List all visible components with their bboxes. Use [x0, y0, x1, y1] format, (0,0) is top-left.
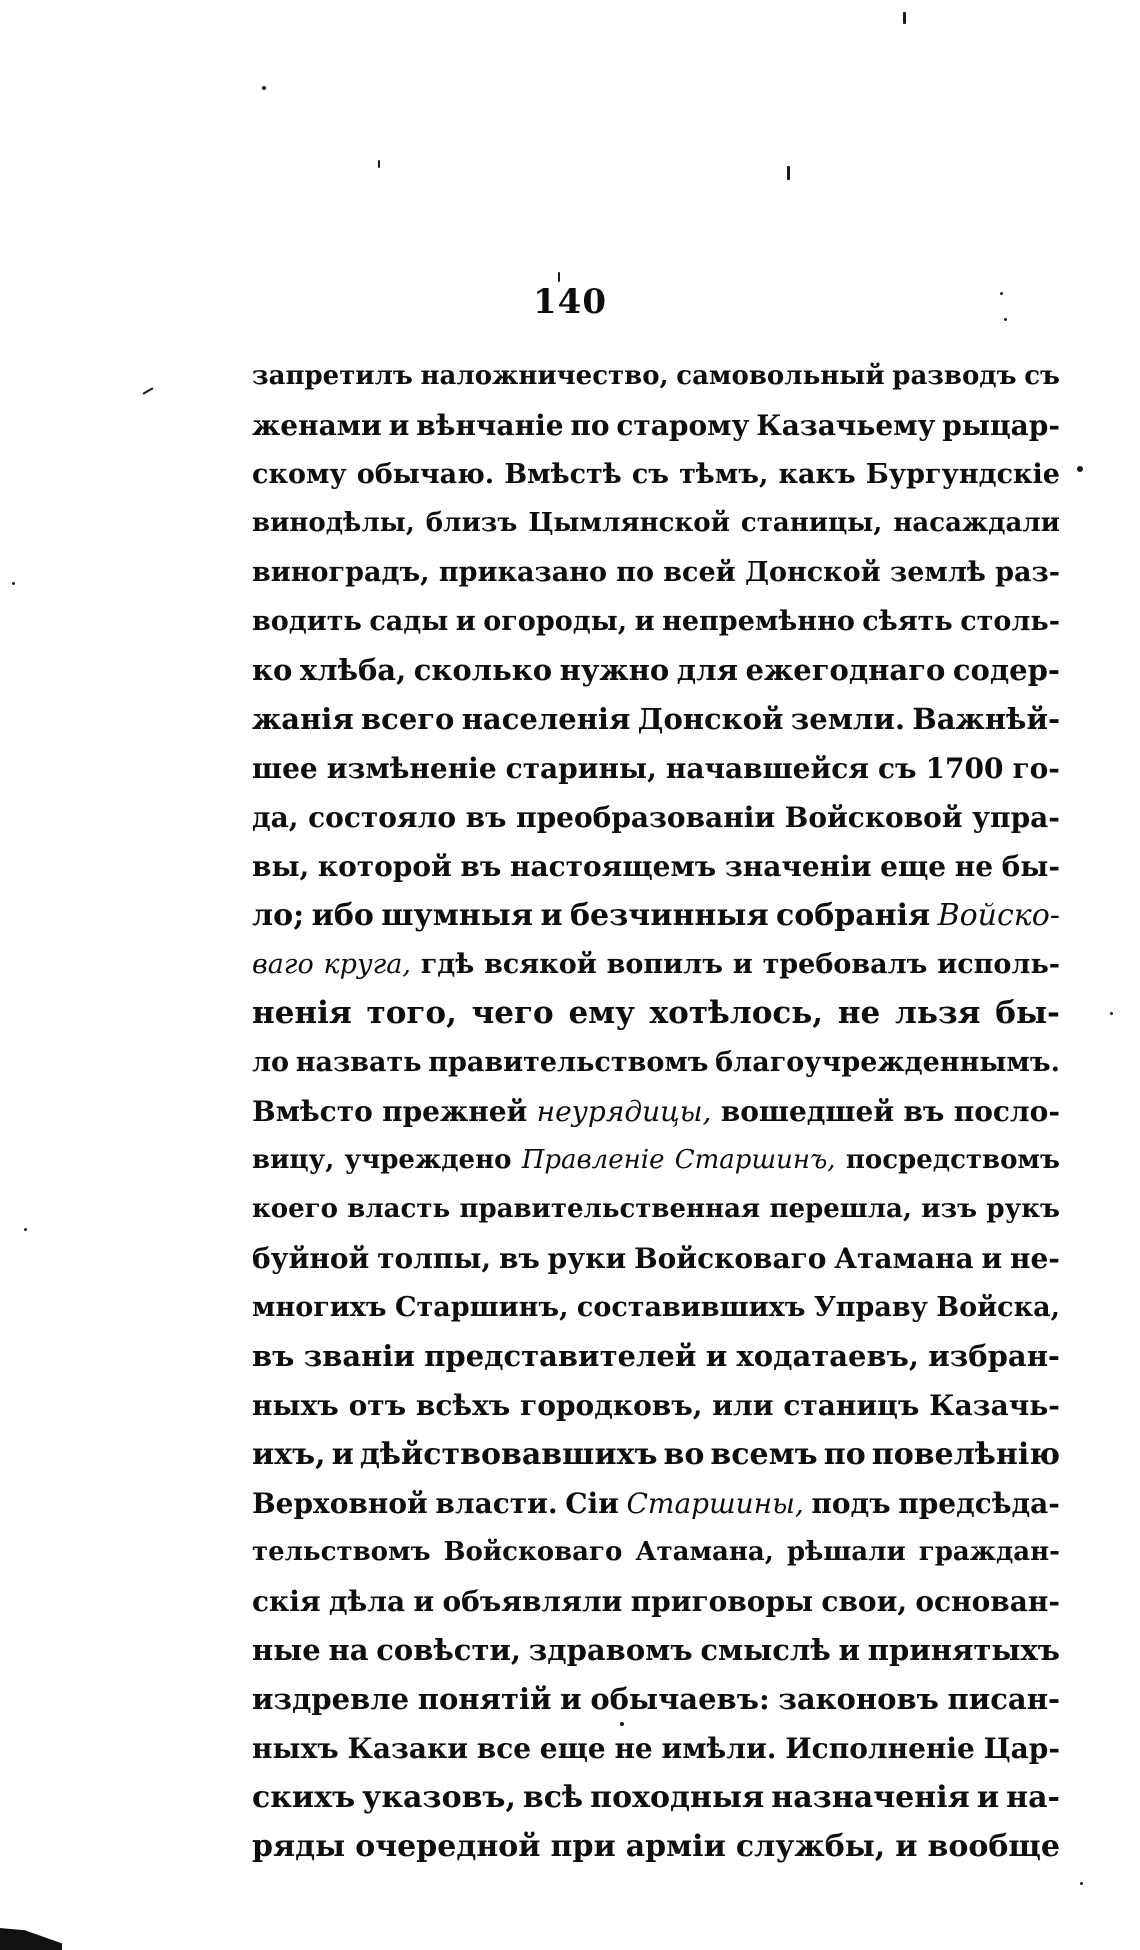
text-word: посло-	[953, 1095, 1060, 1128]
scan-speck	[903, 12, 906, 24]
text-word: назвать	[295, 1047, 422, 1078]
text-word: виноградъ,	[252, 557, 430, 588]
text-word: Донской	[637, 702, 784, 736]
text-word: Вмѣсто	[252, 1095, 373, 1128]
text-word: Войсковой	[784, 801, 963, 834]
text-line	[252, 1234, 1060, 1283]
text-word: которой	[317, 850, 452, 883]
text-word: вѣнчаніе	[416, 409, 564, 442]
scan-speck	[262, 86, 266, 90]
text-word: и	[560, 1682, 582, 1716]
text-word: Атамана	[834, 1242, 974, 1275]
text-line	[252, 1773, 1060, 1822]
text-word: обычаевъ:	[590, 1682, 770, 1716]
text-word: рыцар-	[942, 409, 1060, 442]
text-word: неурядицы,	[536, 1095, 712, 1128]
text-word: толпы,	[377, 1242, 492, 1275]
text-word: всего	[361, 702, 455, 736]
text-word: еще	[880, 850, 947, 883]
text-word: приказано	[438, 557, 608, 588]
text-word: раз-	[995, 557, 1060, 588]
text-line	[252, 1381, 1060, 1430]
text-word: вы,	[252, 850, 310, 883]
text-word: значеніи	[724, 850, 872, 883]
text-word: самовольный	[676, 361, 885, 391]
text-word: указовъ,	[362, 1780, 516, 1815]
text-word: не	[837, 995, 881, 1031]
text-word: обычаю.	[356, 459, 495, 490]
text-line	[252, 940, 1060, 989]
text-word: станицъ	[783, 1389, 920, 1422]
text-word: Атамана,	[635, 1537, 774, 1567]
text-word: арміи	[625, 1829, 726, 1864]
text-word: посредствомъ	[845, 1145, 1060, 1175]
text-word: станицы,	[740, 508, 883, 538]
text-word: скихъ	[252, 1780, 356, 1815]
text-word: граждан-	[918, 1537, 1060, 1567]
text-word: издревле	[252, 1682, 410, 1716]
text-word: всей	[663, 557, 736, 588]
scan-speck	[1077, 466, 1083, 472]
page-number: 140	[533, 282, 607, 322]
text-word: ему	[568, 995, 635, 1031]
text-word: и	[413, 1585, 435, 1618]
text-word: основан-	[915, 1585, 1060, 1618]
text-word: законовъ	[778, 1682, 939, 1716]
text-line	[252, 1038, 1060, 1087]
text-word: и	[540, 898, 563, 933]
text-word: Казачь-	[929, 1389, 1060, 1422]
text-word: круга,	[323, 949, 411, 980]
text-word: Старшинъ,	[674, 1145, 836, 1175]
text-word: Старшины,	[626, 1487, 804, 1520]
text-line	[252, 548, 1060, 597]
text-word: многихъ	[252, 1292, 387, 1323]
text-word: вообще	[927, 1829, 1060, 1864]
text-word: перешла,	[769, 1194, 912, 1224]
text-word: на	[328, 1633, 369, 1667]
text-word: настоящемъ	[509, 850, 717, 883]
text-word: на-	[1006, 1780, 1060, 1815]
text-word: сколько	[413, 653, 553, 687]
text-word: изъ	[921, 1194, 978, 1224]
text-word: женами	[252, 409, 382, 442]
text-word: нужно	[559, 653, 670, 687]
text-word: Старшинъ,	[395, 1292, 569, 1323]
text-word: писан-	[947, 1682, 1060, 1716]
text-word: какъ	[778, 459, 856, 490]
text-word: Вмѣстѣ	[504, 459, 622, 490]
text-word: предсѣда-	[898, 1487, 1060, 1520]
text-word: ныхъ	[252, 1389, 339, 1422]
text-line	[252, 597, 1060, 646]
text-word: огороды,	[483, 606, 628, 637]
text-word: по	[616, 557, 655, 588]
text-word: въ	[460, 850, 502, 883]
text-word: и	[634, 606, 655, 637]
text-line	[252, 989, 1060, 1038]
text-word: вошедшей	[720, 1095, 895, 1128]
text-word: Войска,	[936, 1292, 1060, 1323]
text-word: наложничество,	[420, 361, 669, 391]
text-word: съ	[877, 752, 917, 785]
text-word: коего	[252, 1194, 338, 1224]
text-word: близъ	[425, 508, 518, 538]
text-word: власть	[347, 1194, 451, 1224]
text-word: земли.	[790, 702, 905, 736]
text-word: въ	[465, 801, 507, 834]
text-word: и	[331, 1437, 354, 1472]
text-word: и	[388, 409, 410, 442]
text-word: совѣсти,	[376, 1633, 522, 1667]
text-line	[252, 1332, 1060, 1381]
text-word: приговоры	[630, 1585, 814, 1618]
text-word: начавшейся	[665, 752, 869, 785]
text-word: тельствомъ	[252, 1537, 431, 1567]
text-word: всемъ	[710, 1437, 818, 1472]
text-word: Войсковаго	[443, 1537, 623, 1567]
text-word: Управу	[813, 1292, 928, 1323]
text-word: правительствомъ	[428, 1047, 709, 1078]
text-word: все	[476, 1732, 532, 1765]
text-word: не	[954, 850, 994, 883]
text-word: вопилъ	[606, 949, 723, 980]
text-word: и	[976, 1780, 1000, 1815]
text-word: Цымлянской	[528, 508, 730, 538]
text-word: ходатаевъ,	[736, 1339, 919, 1373]
text-word: вицу,	[252, 1145, 335, 1175]
text-line	[252, 1626, 1060, 1675]
text-word: скому	[252, 459, 347, 490]
text-word: насаждали	[893, 508, 1060, 538]
text-line	[252, 646, 1060, 695]
text-word: ибо	[311, 898, 374, 933]
text-word: хотѣлось,	[649, 995, 824, 1031]
text-line	[252, 1528, 1060, 1577]
text-word: Верховной	[252, 1487, 428, 1520]
text-word: льзя	[894, 995, 981, 1031]
text-word: столь-	[960, 606, 1060, 637]
text-line	[252, 1430, 1060, 1479]
scan-speck	[1110, 1012, 1113, 1015]
text-word: съ	[631, 459, 669, 490]
scan-speck	[1004, 318, 1007, 321]
text-word: ряды	[252, 1829, 346, 1864]
text-word: здравомъ	[528, 1633, 693, 1667]
text-word: бы-	[995, 995, 1060, 1031]
text-word: непремѣнно	[662, 606, 855, 637]
text-line	[252, 1724, 1060, 1773]
text-word: разводъ	[892, 361, 1017, 391]
text-word: винодѣлы,	[252, 508, 415, 538]
text-word: службы,	[735, 1829, 886, 1864]
text-word: чего	[471, 995, 554, 1031]
text-word: въ	[903, 1095, 945, 1128]
text-word: да,	[252, 801, 299, 834]
scan-edge-mark	[0, 1928, 62, 1950]
text-word: старины,	[505, 752, 657, 785]
text-word: въ	[498, 1242, 540, 1275]
scan-speck	[12, 582, 15, 585]
text-word: Казачьему	[756, 409, 936, 442]
text-line	[252, 1822, 1060, 1871]
text-word: при	[550, 1829, 616, 1864]
text-word: не-	[1009, 1242, 1060, 1275]
text-word: Казаки	[347, 1732, 469, 1765]
text-word: принятыхъ	[867, 1633, 1060, 1667]
text-word: Важнѣй-	[912, 702, 1060, 736]
text-word: повелѣнію	[871, 1437, 1060, 1472]
text-word: представителей	[424, 1339, 697, 1373]
text-word: буйной	[252, 1242, 370, 1275]
text-word: и	[455, 606, 476, 637]
text-word: благоучрежденнымъ.	[715, 1047, 1060, 1078]
text-word: ненія	[252, 995, 352, 1031]
text-word: или	[712, 1389, 774, 1422]
scan-speck	[1080, 1882, 1083, 1885]
text-word: жанія	[252, 702, 354, 736]
text-word: правительственная	[459, 1194, 761, 1224]
text-word: Сіи	[565, 1487, 619, 1520]
text-word: тѣмъ,	[679, 459, 769, 490]
text-line	[252, 1136, 1060, 1185]
text-line	[252, 1479, 1060, 1528]
text-word: власти.	[435, 1487, 558, 1520]
text-line	[252, 352, 1060, 401]
text-word: въ	[252, 1339, 295, 1373]
scan-speck	[142, 387, 153, 395]
text-word: очередной	[355, 1829, 541, 1864]
text-line	[252, 1185, 1060, 1234]
text-line	[252, 695, 1060, 744]
text-word: имѣли.	[661, 1732, 777, 1765]
text-word: шумныя	[381, 898, 533, 933]
text-line	[252, 1087, 1060, 1136]
text-word: еще	[539, 1732, 606, 1765]
text-word: запретилъ	[252, 361, 413, 391]
text-word: гдѣ	[420, 949, 475, 980]
text-word: понятій	[417, 1682, 552, 1716]
text-line	[252, 450, 1060, 499]
text-word: походныя	[590, 1780, 765, 1815]
text-word: по	[823, 1437, 866, 1472]
text-word: свои,	[821, 1585, 908, 1618]
text-word: и	[732, 949, 753, 980]
body-text	[252, 352, 1060, 1871]
text-word: ло;	[252, 898, 305, 933]
text-line	[252, 891, 1060, 940]
text-word: состояло	[308, 801, 457, 834]
text-word: требовалъ	[762, 949, 928, 980]
text-word: съ	[1024, 361, 1060, 391]
text-word: и	[838, 1633, 861, 1667]
text-word: безчинныя	[570, 898, 769, 933]
text-word: водить	[252, 606, 362, 637]
text-word: дѣла	[328, 1585, 406, 1618]
text-line	[252, 842, 1060, 891]
text-word: смыслѣ	[700, 1633, 831, 1667]
text-word: сѣять	[862, 606, 953, 637]
text-word: ныхъ	[252, 1732, 339, 1765]
scan-speck	[378, 160, 380, 168]
text-word: преобразованіи	[516, 801, 776, 834]
text-word: для	[676, 653, 738, 687]
text-word: бы-	[1001, 850, 1060, 883]
scan-speck	[24, 1228, 27, 1231]
text-word: ежегоднаго	[745, 653, 946, 687]
text-word: землѣ	[889, 557, 986, 588]
text-word: 1700	[925, 752, 1004, 785]
text-word: ные	[252, 1633, 321, 1667]
text-word: по	[570, 409, 610, 442]
text-word: Бургундскіе	[865, 459, 1060, 490]
text-line	[252, 793, 1060, 842]
text-word: Войсковаго	[633, 1242, 827, 1275]
text-word: населенія	[461, 702, 631, 736]
text-word: прежней	[382, 1095, 528, 1128]
text-word: Войско-	[937, 898, 1060, 933]
text-word: избран-	[928, 1339, 1060, 1373]
text-word: шее	[252, 752, 318, 785]
text-word: и	[981, 1242, 1003, 1275]
text-line	[252, 499, 1060, 548]
text-line	[252, 401, 1060, 450]
text-word: собранія	[775, 898, 931, 933]
text-word: подъ	[811, 1487, 891, 1520]
text-word: хлѣба,	[299, 653, 407, 687]
text-word: Донской	[744, 557, 881, 588]
text-word: упра-	[972, 801, 1060, 834]
text-word: ваго	[252, 949, 314, 980]
text-word: скія	[252, 1585, 321, 1618]
text-word: Исполненіе	[785, 1732, 975, 1765]
text-word: отъ	[348, 1389, 407, 1422]
text-word: исполь-	[937, 949, 1060, 980]
scan-speck	[787, 166, 790, 180]
text-word: Правленіе	[521, 1145, 665, 1175]
text-line	[252, 744, 1060, 793]
text-line	[252, 1675, 1060, 1724]
text-word: и	[705, 1339, 728, 1373]
scan-speck	[620, 1722, 624, 1726]
text-word: всякой	[484, 949, 597, 980]
text-word: рукъ	[986, 1194, 1060, 1224]
text-word: званіи	[303, 1339, 415, 1373]
text-word: учреждено	[344, 1145, 512, 1175]
text-word: дѣйствовавшихъ	[359, 1437, 658, 1472]
text-word: сады	[369, 606, 449, 637]
text-word: всѣхъ	[415, 1389, 511, 1422]
text-word: назначенія	[771, 1780, 970, 1815]
text-word: руки	[547, 1242, 627, 1275]
text-word: старому	[616, 409, 750, 442]
text-word: и	[895, 1829, 918, 1864]
text-word: всѣ	[522, 1780, 584, 1815]
text-line	[252, 1577, 1060, 1626]
text-word: рѣшали	[786, 1537, 906, 1567]
text-word: во	[663, 1437, 705, 1472]
text-word: того,	[366, 995, 457, 1031]
scan-speck	[1000, 292, 1003, 295]
text-word: содер-	[952, 653, 1060, 687]
text-word: объявляли	[442, 1585, 623, 1618]
text-word: го-	[1012, 752, 1060, 785]
text-word: ко	[252, 653, 293, 687]
text-word: не	[614, 1732, 653, 1765]
text-word: ихъ,	[252, 1437, 326, 1472]
scan-speck	[558, 272, 560, 282]
text-word: городковъ,	[520, 1389, 703, 1422]
text-word: Цар-	[983, 1732, 1060, 1765]
text-word: ло	[252, 1047, 290, 1078]
text-line	[252, 1283, 1060, 1332]
text-word: измѣненіе	[326, 752, 497, 785]
text-word: составившихъ	[576, 1292, 806, 1323]
